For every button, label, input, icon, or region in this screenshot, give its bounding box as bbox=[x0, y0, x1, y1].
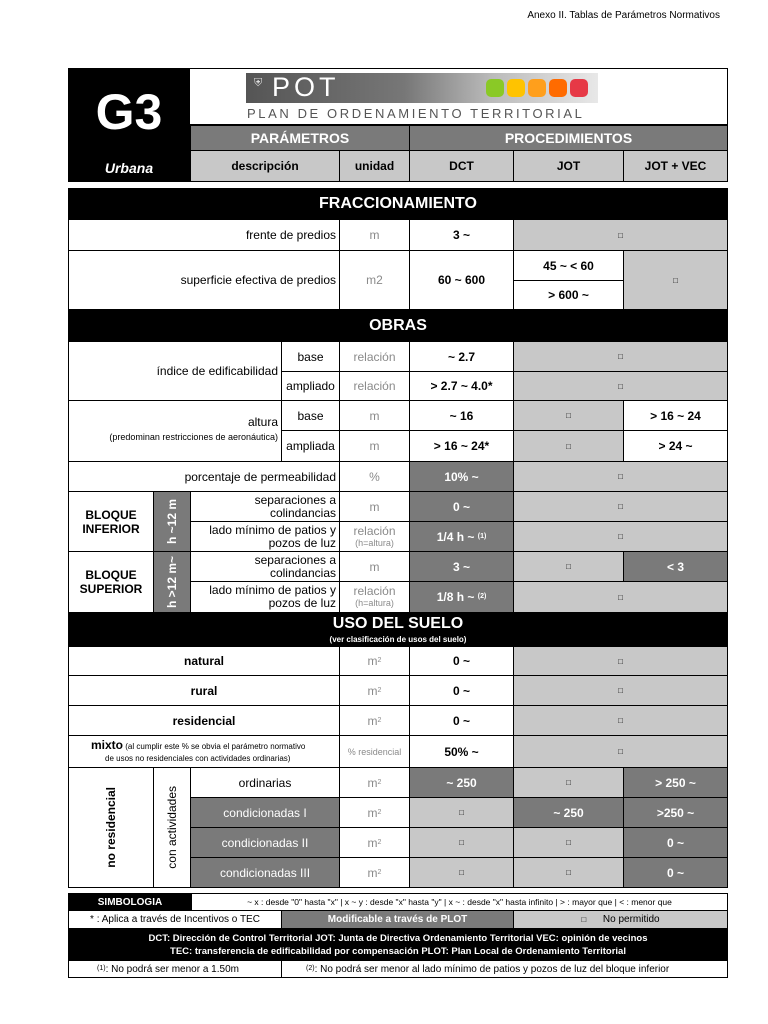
bloque-sup-lado-jot-empty: □ bbox=[513, 581, 728, 613]
abbrev-box bbox=[68, 929, 728, 961]
uso-residencial-dct: 0 ~ bbox=[409, 705, 514, 736]
section-obras: OBRAS bbox=[68, 310, 728, 342]
section-fraccionamiento: FRACCIONAMIENTO bbox=[68, 188, 728, 220]
bloque-superior-h-cell bbox=[153, 551, 191, 613]
bloque-inf-sep-unit: m bbox=[339, 491, 410, 522]
altura-label: altura bbox=[247, 415, 278, 429]
frente-jot-empty: □ bbox=[513, 219, 728, 251]
header-descripcion: descripción bbox=[190, 150, 340, 182]
altura-amp-vec: > 24 ~ bbox=[623, 430, 728, 462]
cond1-dct-empty: □ bbox=[409, 797, 514, 828]
zone-code-box bbox=[68, 68, 190, 182]
note1-text: : No podrá ser menor a 1.50m bbox=[105, 963, 239, 975]
uso-mixto-note1: (al cumplir este % se obvia el parámetro normativo bbox=[125, 742, 306, 751]
uso-mixto-note2: de usos no residenciales con actividades ordinarias) bbox=[105, 754, 291, 763]
empty-glyph: □ bbox=[581, 915, 587, 924]
bloque-sup-lado-dct: 1/8 h ~ bbox=[436, 590, 475, 604]
altura-base-vec: > 16 ~ 24 bbox=[623, 400, 728, 431]
header-jot: JOT bbox=[513, 150, 624, 182]
no-permitido-legend bbox=[513, 910, 728, 929]
bloque-inf-sep-jot-empty: □ bbox=[513, 491, 728, 522]
altura-base-dct: ~ 16 bbox=[409, 400, 514, 431]
uso-rural-dct: 0 ~ bbox=[409, 675, 514, 706]
cond3-vec: 0 ~ bbox=[623, 857, 728, 888]
bloque-inferior-h-cell bbox=[153, 491, 191, 552]
bloque-inf-lado-unit-cell bbox=[339, 521, 410, 552]
cond3-unit: m 2 bbox=[339, 857, 410, 888]
no-residencial-label: no residencial bbox=[104, 787, 118, 868]
zone-code: G3 bbox=[95, 84, 163, 140]
con-actividades-cell bbox=[153, 767, 191, 888]
cond1-unit: m 2 bbox=[339, 797, 410, 828]
uso-natural-unit: m 2 bbox=[339, 646, 410, 676]
uso-subtitle: (ver clasificación de usos del suelo) bbox=[329, 635, 467, 644]
uso-natural-dct: 0 ~ bbox=[409, 646, 514, 676]
header-jot-vec: JOT + VEC bbox=[623, 150, 728, 182]
simbologia-label: SIMBOLOGIA bbox=[68, 893, 192, 911]
superficie-jot-1: 45 ~ < 60 bbox=[513, 250, 624, 281]
bloque-superior-h: h >12 m~ bbox=[165, 555, 179, 609]
bloque-sup-sep-label: separaciones a colindancias bbox=[190, 551, 340, 582]
altura-amp-unit: m bbox=[339, 430, 410, 462]
con-actividades-label: con actividades bbox=[165, 786, 179, 869]
no-residencial-cell bbox=[68, 767, 154, 888]
bloque-inf-lado-dct: 1/4 h ~ bbox=[436, 529, 475, 544]
permeabilidad-unit: % bbox=[339, 461, 410, 492]
header-unidad: unidad bbox=[339, 150, 410, 182]
cond2-jot-empty: □ bbox=[513, 827, 624, 858]
altura-amp-jot-empty: □ bbox=[513, 430, 624, 462]
header-procedimientos: PROCEDIMIENTOS bbox=[409, 125, 728, 151]
section-uso-suelo bbox=[68, 613, 728, 647]
abbrev-line2: TEC: transferencia de edificabilidad por compensación PLOT: Plan Local de Ordenamiento Territorial bbox=[170, 946, 626, 957]
bloque-sup-sep-unit: m bbox=[339, 551, 410, 582]
bloque-sup-lado-unit-cell bbox=[339, 581, 410, 613]
uso-residencial-jot-empty: □ bbox=[513, 705, 728, 736]
bloque-sup-lado-sub: (h=altura) bbox=[355, 598, 394, 608]
altura-amp-dct: > 16 ~ 24* bbox=[409, 430, 514, 462]
indice-base-unit: relación bbox=[339, 341, 410, 372]
uso-natural-label: natural bbox=[68, 646, 340, 676]
permeabilidad-label: porcentaje de permeabilidad bbox=[68, 461, 340, 492]
no-permitido-label: No permitido bbox=[602, 914, 660, 925]
frente-unit: m bbox=[339, 219, 410, 251]
ordinarias-unit: m 2 bbox=[339, 767, 410, 798]
bloque-sup-sep-vec: < 3 bbox=[623, 551, 728, 582]
logo-area bbox=[190, 68, 728, 125]
logo-subtitle: PLAN DE ORDENAMIENTO TERRITORIAL bbox=[247, 106, 585, 121]
page-header-note: Anexo II. Tablas de Parámetros Normativos bbox=[527, 10, 720, 21]
logo-dot bbox=[570, 79, 588, 97]
zone-type: Urbana bbox=[104, 160, 154, 176]
bloque-inferior-h: h ~12 m bbox=[165, 498, 179, 545]
note2-text: : No podrá ser menor al lado mínimo de patios y pozos de luz del bloque inferior bbox=[314, 963, 670, 975]
altura-ampliada-label: ampliada bbox=[281, 430, 340, 462]
cond2-unit: m 2 bbox=[339, 827, 410, 858]
frente-label: frente de predios bbox=[68, 219, 340, 251]
cond3-label: condicionadas III bbox=[190, 857, 340, 888]
superficie-dct: 60 ~ 600 bbox=[409, 250, 514, 310]
uso-rural-label: rural bbox=[68, 675, 340, 706]
cond1-jot: ~ 250 bbox=[513, 797, 624, 828]
altura-base-label: base bbox=[281, 400, 340, 431]
indice-amp-jot-empty: □ bbox=[513, 371, 728, 401]
superficie-label: superficie efectiva de predios bbox=[68, 250, 340, 310]
indice-amp-dct: > 2.7 ~ 4.0* bbox=[409, 371, 514, 401]
altura-base-unit: m bbox=[339, 400, 410, 431]
uso-mixto-label: mixto bbox=[91, 738, 124, 752]
cond1-label: condicionadas I bbox=[190, 797, 340, 828]
uso-rural-unit: m 2 bbox=[339, 675, 410, 706]
frente-dct: 3 ~ bbox=[409, 219, 514, 251]
abbrev-line1: DCT: Dirección de Control Territorial JOT: Junta de Directiva Ordenamiento Territorial VEC: opinión de vecinos bbox=[148, 933, 648, 944]
uso-mixto-unit: % residencial bbox=[339, 735, 410, 768]
cond2-label: condicionadas II bbox=[190, 827, 340, 858]
bloque-inf-lado-jot-empty: □ bbox=[513, 521, 728, 552]
superficie-jot-2: > 600 ~ bbox=[513, 280, 624, 310]
bloque-sup-lado-unit: relación bbox=[353, 584, 396, 598]
uso-natural-jot-empty: □ bbox=[513, 646, 728, 676]
indice-base-dct: ~ 2.7 bbox=[409, 341, 514, 372]
indice-base-label: base bbox=[281, 341, 340, 372]
cond3-dct-empty: □ bbox=[409, 857, 514, 888]
cond2-dct-empty: □ bbox=[409, 827, 514, 858]
altura-base-jot-empty: □ bbox=[513, 400, 624, 431]
uso-residencial-unit: m 2 bbox=[339, 705, 410, 736]
indice-amp-unit: relación bbox=[339, 371, 410, 401]
altura-label-cell bbox=[68, 400, 282, 462]
bloque-sup-sep-dct: 3 ~ bbox=[409, 551, 514, 582]
permeabilidad-dct: 10% ~ bbox=[409, 461, 514, 492]
permeabilidad-jot-empty: □ bbox=[513, 461, 728, 492]
uso-mixto-dct: 50% ~ bbox=[409, 735, 514, 768]
uso-mixto-cell bbox=[68, 735, 340, 768]
header-parametros: PARÁMETROS bbox=[190, 125, 410, 151]
bloque-sup-sep-jot-empty: □ bbox=[513, 551, 624, 582]
logo-dot bbox=[549, 79, 567, 97]
ordinarias-label: ordinarias bbox=[190, 767, 340, 798]
logo-dot bbox=[528, 79, 546, 97]
uso-residencial-label: residencial bbox=[68, 705, 340, 736]
bloque-inf-sep-dct: 0 ~ bbox=[409, 491, 514, 522]
logo-dot bbox=[507, 79, 525, 97]
bloque-inf-lado-unit: relación bbox=[353, 524, 396, 538]
note1: (1) : No podrá ser menor a 1.50m bbox=[68, 960, 282, 978]
bloque-superior-label: BLOQUE SUPERIOR bbox=[68, 551, 154, 613]
indice-base-jot-empty: □ bbox=[513, 341, 728, 372]
logo-name: POT bbox=[272, 72, 340, 102]
altura-sublabel: (predominan restricciones de aeronáutica) bbox=[109, 432, 278, 442]
uso-title: USO DEL SUELO bbox=[332, 615, 464, 632]
modificable-legend: Modificable a través de PLOT bbox=[281, 910, 514, 929]
indice-label: índice de edificabilidad bbox=[68, 341, 282, 401]
uso-rural-jot-empty: □ bbox=[513, 675, 728, 706]
bloque-inf-lado-label: lado mínimo de patios y pozos de luz bbox=[190, 521, 340, 552]
cond1-vec: >250 ~ bbox=[623, 797, 728, 828]
logo-dots bbox=[486, 79, 596, 99]
logo-shield-icon: ⛨ bbox=[254, 77, 263, 89]
bloque-inferior-label: BLOQUE INFERIOR bbox=[68, 491, 154, 552]
uso-mixto-jot-empty: □ bbox=[513, 735, 728, 768]
bloque-inf-sep-label: separaciones a colindancias bbox=[190, 491, 340, 522]
logo-dot bbox=[486, 79, 504, 97]
note2: (2) : No podrá ser menor al lado mínimo de patios y pozos de luz del bloque inferior bbox=[281, 960, 728, 978]
superficie-vec-empty: □ bbox=[623, 250, 728, 310]
ordinarias-jot-empty: □ bbox=[513, 767, 624, 798]
cond2-vec: 0 ~ bbox=[623, 827, 728, 858]
superficie-unit: m2 bbox=[339, 250, 410, 310]
indice-ampliado-label: ampliado bbox=[281, 371, 340, 401]
simbologia-text: ~ x : desde "0" hasta "x" | x ~ y : desde "x" hasta "y" | x ~ : desde "x" hasta infinito | > : mayor que | < : menor que bbox=[191, 893, 728, 911]
bloque-inf-lado-sub: (h=altura) bbox=[355, 538, 394, 548]
ordinarias-vec: > 250 ~ bbox=[623, 767, 728, 798]
ordinarias-dct: ~ 250 bbox=[409, 767, 514, 798]
cond3-jot-empty: □ bbox=[513, 857, 624, 888]
bloque-sup-lado-dct-cell: 1/8 h ~ (2) bbox=[409, 581, 514, 613]
bloque-sup-lado-label: lado mínimo de patios y pozos de luz bbox=[190, 581, 340, 613]
bloque-inf-lado-dct-cell: 1/4 h ~ (1) bbox=[409, 521, 514, 552]
header-dct: DCT bbox=[409, 150, 514, 182]
asterisk-note: * : Aplica a través de Incentivos o TEC bbox=[68, 910, 282, 929]
